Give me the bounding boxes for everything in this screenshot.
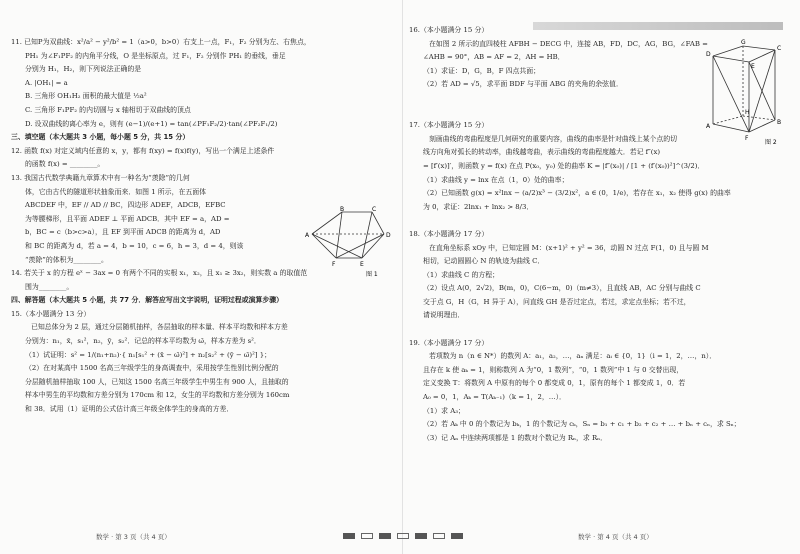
text-line: （3）记 Aₙ 中连续两项都是 1 的数对个数记为 Rₙ，求 Rₙ． (423, 433, 608, 442)
text-line: 刻画曲线的弯曲程度是几何研究的重要内容，曲线的曲率是针对曲线上某个点的切 (429, 134, 678, 143)
fig2-label-c: C (777, 45, 782, 52)
text-line: 围为________。 (25, 282, 74, 291)
text-line: 分层随机抽样抽取 100 人，已知这 1500 名高三年级学生中男生有 900 人，且抽取的 (25, 377, 289, 386)
text-line: 相切，记动圆圆心 N 的轨迹为曲线 C． (423, 257, 545, 266)
text-line: b，BC = c（b>c>a），且 EF 到平面 ADCB 的距离为 d，AD (25, 228, 221, 237)
fig2-label-h: H (745, 109, 750, 116)
fig2-caption: 图 2 (765, 139, 777, 146)
text-line: 和 38．试用（1）证明的公式估计高三年级全体学生的身高的方差． (25, 405, 234, 414)
text-line: 15.（本小题满分 13 分） (11, 309, 91, 318)
fig1-label-f: F (332, 261, 336, 268)
text-line: 且存在 k 使 aₖ = 1，则称数列 A 为“0，1 数列”，“0，1 数列”中 1 与 0 交替出现， (423, 365, 684, 374)
fig1-label-d: D (386, 232, 391, 239)
text-line: 分别为：n₁，x̄，s₁²，n₂，ȳ，s₂²．记总的样本平均数为 ω̄，样本方差为 s²． (25, 337, 261, 346)
text-line: 体，它由古代的隧道形状抽象而来．如图 1 所示，在五面体 (25, 187, 207, 196)
text-line: （1）求曲线 y = lnx 在点（1，0）处的曲率； (423, 175, 569, 184)
text-line: （2）若 Aₖ 中 0 的个数记为 bₖ，1 的个数记为 cₖ，Sₙ = b₁ + c₁ + b₂ + c₂ + … + bₙ + cₙ，求 Sₙ； (423, 420, 741, 429)
text-line: 17.（本小题满分 15 分） (409, 121, 489, 130)
text-line: ∠AHB = 90°，AB = AF = 2，AH = HB． (423, 53, 565, 62)
right-page-footer: 数学 · 第 4 页（共 4 页） (578, 533, 653, 541)
fig2-label-g: G (741, 39, 746, 46)
text-line: 定义变换 T：将数列 A 中原有的每个 0 都变成 0，1，原有的每个 1 都变成 1，0．若 (423, 379, 686, 388)
figure-2 (705, 36, 787, 146)
registration-mark (397, 533, 409, 539)
text-line: ABCDEF 中，EF // AD // BC，四边形 ADEF，ADCB，EFBC (25, 201, 226, 210)
text-line: 在如图 2 所示的直四棱柱 AFBH − DECG 中，连接 AB，FD，DC，AG，BG，∠FAB = (429, 39, 708, 48)
text-line: 14. 若关于 x 的方程 eˣ − 3ax = 0 有两个不同的实根 x₁，x₂，且 x₁ ≥ 3x₂，则实数 a 的取值范 (11, 269, 308, 278)
fig1-label-e: E (360, 261, 364, 268)
text-line (409, 323, 791, 337)
registration-mark (343, 533, 355, 539)
text-line: （1）求曲线 C 的方程； (423, 270, 500, 279)
text-line: 的函数 f(x) = ________。 (25, 160, 105, 169)
registration-mark (361, 533, 373, 539)
text-line: （2）在对某高中 1500 名高三年级学生的身高调查中，采用按学生性别比例分配的 (25, 364, 279, 373)
text-line: 请说明理由． (423, 311, 465, 320)
registration-mark (415, 533, 427, 539)
text-line: 交于点 G，H（G，H 异于 A），问直线 GH 是否过定点，若过，求定点坐标；若不过， (423, 297, 691, 306)
text-line: 13. 我国古代数学典籍九章算术中有一种名为“羡除”的几何 (11, 173, 190, 182)
text-line: 已知总体分为 2 层，通过分层随机抽样，各层抽取的样本量、样本平均数和样本方差 (31, 323, 288, 332)
text-line: 和 BC 的距离为 d，若 a = 4，b = 10，c = 6，h = 3，d = 4，则该 (25, 241, 244, 250)
fig1-label-c: C (372, 206, 377, 213)
text-line: 四、解答题（本大题共 5 小题，共 77 分．解答应写出文字说明，证明过程或演算步骤） (11, 296, 284, 305)
text-line: B. 三角形 OH₁H₂ 面积的最大值是 ½a² (25, 92, 147, 101)
left-page-footer: 数学 · 第 3 页（共 4 页） (96, 533, 171, 541)
text-line: 11. 已知P为双曲线：x²/a² − y²/b² = 1（a>0，b>0）右支上一点，F₁，F₂ 分别为左、右焦点， (11, 38, 311, 46)
fig2-label-f: F (745, 135, 749, 142)
text-line: C. 三角形 F₁PF₂ 的内切圆与 x 轴相切于双曲线的顶点 (25, 105, 191, 114)
registration-mark (379, 533, 391, 539)
text-line: （2）若 AD = √5，求平面 BDF 与平面 ABG 的夹角的余弦值． (423, 80, 623, 89)
text-line: 在直角坐标系 xOy 中，已知定圆 M：(x+1)² + y² = 36，动圆 N 过点 F(1，0) 且与圆 M (429, 243, 709, 252)
fig1-label-a: A (305, 232, 310, 239)
text-line: = [f′(x)]′，则函数 y = f(x) 在点 P(x₀，y₀) 处的曲率 K = |f″(x₀)| / [1 + (f′(x₀))²]^(3/2)． (423, 161, 705, 170)
text-line: A. |OH₁| = a (25, 78, 68, 87)
text-line: D. 设双曲线的离心率为 e，则有 (e−1)/(e+1) = tan(∠PF₁F₂/2)·tan(∠PF₂F₁/2) (25, 119, 278, 128)
fig2-label-d: D (706, 51, 711, 58)
text-line: 为 0，求证：2lnx₁ + lnx₂ > 8/3． (423, 202, 534, 211)
text-line: 19.（本小题满分 17 分） (409, 338, 489, 347)
registration-marks (343, 533, 463, 539)
fig2-label-b: B (777, 119, 782, 126)
text-line: 分别为 H₁，H₂，则下列说法正确的是 (25, 65, 142, 74)
text-line: 12. 函数 f(x) 对定义域内任意的 x，y，都有 f(xy) = f(x)f(y)，写出一个满足上述条件 (11, 146, 275, 155)
fig2-label-e: E (751, 63, 755, 70)
text-line: （2）设点 A(0，2√2)，B(m，0)，C(6−m，0)（m≠3），且直线 AB，AC 分别与曲线 C (423, 284, 701, 293)
fig1-label-b: B (340, 206, 345, 213)
text-line: 线方向角对弧长的转动率，曲线越弯曲，表示曲线的弯曲程度越大．若记 f″(x) (423, 148, 661, 157)
text-line: （1）求证：D，G，B，F 四点共面； (423, 66, 541, 75)
text-line: （1）求 A₃； (423, 406, 465, 415)
text-line: 若项数为 n（n ∈ N*）的数列 A：a₁，a₂，…，aₙ 满足：aᵢ ∈ {0，1}（i = 1，2，…，n）． (429, 352, 717, 361)
text-line: 样本中男生的平均数和方差分别为 170cm 和 12，女生的平均数和方差分别为 160cm (25, 391, 290, 400)
text-line: （2）已知函数 g(x) = x²lnx − (a/2)x³ − (3/2)x²，a ∈ (0，1/e)，若存在 x₁，x₂ 使得 g(x) 的曲率 (423, 189, 731, 198)
text-line: 18.（本小题满分 17 分） (409, 229, 489, 238)
text-line: “羡除”的体积为________。 (25, 255, 108, 264)
text-line: 三、填空题（本大题共 3 小题，每小题 5 分，共 15 分） (11, 133, 190, 142)
fig2-label-a: A (706, 123, 711, 130)
text-line (409, 214, 791, 228)
text-line: 为等腰梯形，且平面 ADEF ⊥ 平面 ADCB．其中 EF = a，AD = (25, 214, 230, 223)
text-line: 16.（本小题满分 15 分） (409, 26, 489, 34)
text-line: （1）试证明：s² = 1/(n₁+n₂)·{ n₁[s₁² + (x̄ − ω̄)²] + n₂[s₂² + (ȳ − ω̄)²] }； (25, 350, 272, 359)
figure-1 (302, 206, 392, 280)
text-line: A₀ = 0，1，Aₖ = T(Aₖ₋₁)（k = 1，2，…）． (423, 393, 566, 402)
fig1-caption: 图 1 (366, 271, 378, 278)
text-line: PH₁ 为∠F₁PF₂ 的内角平分线，O 是坐标原点，过 F₁，F₂ 分别作 PH₁ 的垂线，垂足 (25, 51, 286, 60)
registration-mark (451, 533, 463, 539)
registration-mark (433, 533, 445, 539)
